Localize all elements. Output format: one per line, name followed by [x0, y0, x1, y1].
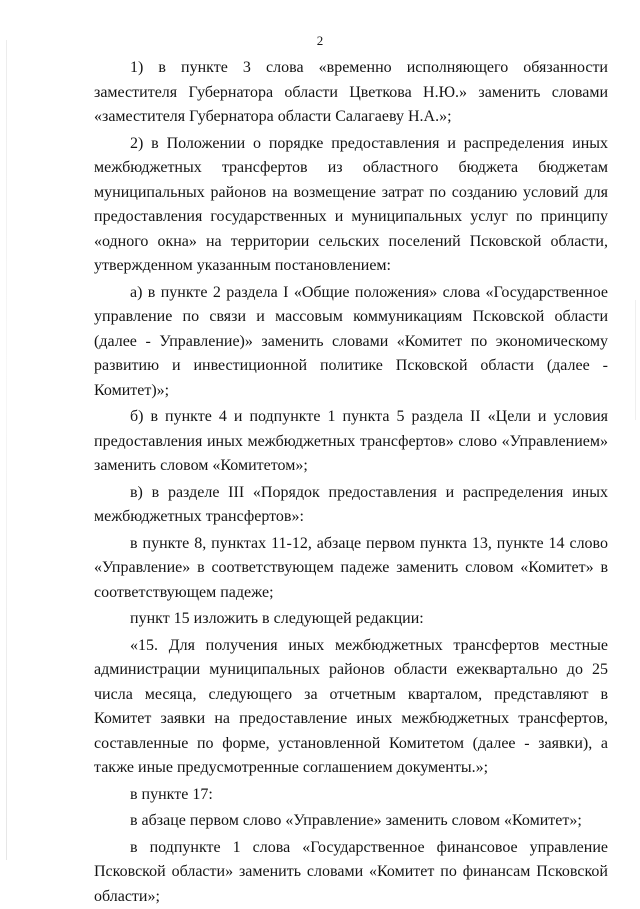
scan-edge-mark-right	[635, 300, 636, 420]
document-body	[94, 56, 608, 909]
page-number: 2	[0, 33, 640, 49]
paragraph-item-1: 1) в пункте 3 слова «временно исполняющего обязанности заместителя Губернатора области Цветкова Н.Ю.» заменить словами «заместителя Губернатора области Салагаеву Н.А.»;	[94, 56, 608, 130]
scan-edge-mark	[6, 40, 7, 860]
paragraph-subitem-b: б) в пункте 4 и подпункте 1 пункта 5 раздела II «Цели и условия предоставления иных межбюджетных трансфертов» слово «Управлением» заменить словом «Комитетом»;	[94, 405, 608, 479]
paragraph-point-17-sub1: в подпункте 1 слова «Государственное финансовое управление Псковской области» заменить словами «Комитет по финансам Псковской области»;	[94, 836, 608, 909]
paragraph-point-15-text: «15. Для получения иных межбюджетных трансфертов местные администрации муниципальных районов области ежеквартально до 25 числа месяца, следующего за отчетным кварталом, представляют в Комитет заявки на предоставление иных межбюджетных трансфертов, составленные по форме, установленной Комитетом (далее - заявки), а также иные предусмотренные соглашением документы.»;	[94, 634, 608, 781]
paragraph-subitem-v: в) в разделе III «Порядок предоставления и распределения иных межбюджетных трансфертов»:	[94, 481, 608, 530]
paragraph-subitem-a: а) в пункте 2 раздела I «Общие положения» слова «Государственное управление по связи и массовым коммуникациям Псковской области (далее - Управление)» заменить словами «Комитет по экономическому развитию и инвестиционной политике Псковской области (далее - Комитет)»;	[94, 281, 608, 404]
paragraph-points-8-14: в пункте 8, пунктах 11-12, абзаце первом пункта 13, пункте 14 слово «Управление» в соответствующем падеже заменить словом «Комитет» в соответствующем падеже;	[94, 532, 608, 606]
paragraph-point-17-first: в абзаце первом слово «Управление» заменить словом «Комитет»;	[94, 809, 608, 834]
paragraph-point-17-intro: в пункте 17:	[94, 783, 608, 808]
paragraph-point-15-intro: пункт 15 изложить в следующей редакции:	[94, 607, 608, 632]
paragraph-item-2: 2) в Положении о порядке предоставления и распределения иных межбюджетных трансфертов из областного бюджета бюджетам муниципальных районов на возмещение затрат по созданию условий для предоставления государственных и муниципальных услуг по принципу «одного окна» на территории сельских поселений Псковской области, утвержденном указанным постановлением:	[94, 132, 608, 279]
